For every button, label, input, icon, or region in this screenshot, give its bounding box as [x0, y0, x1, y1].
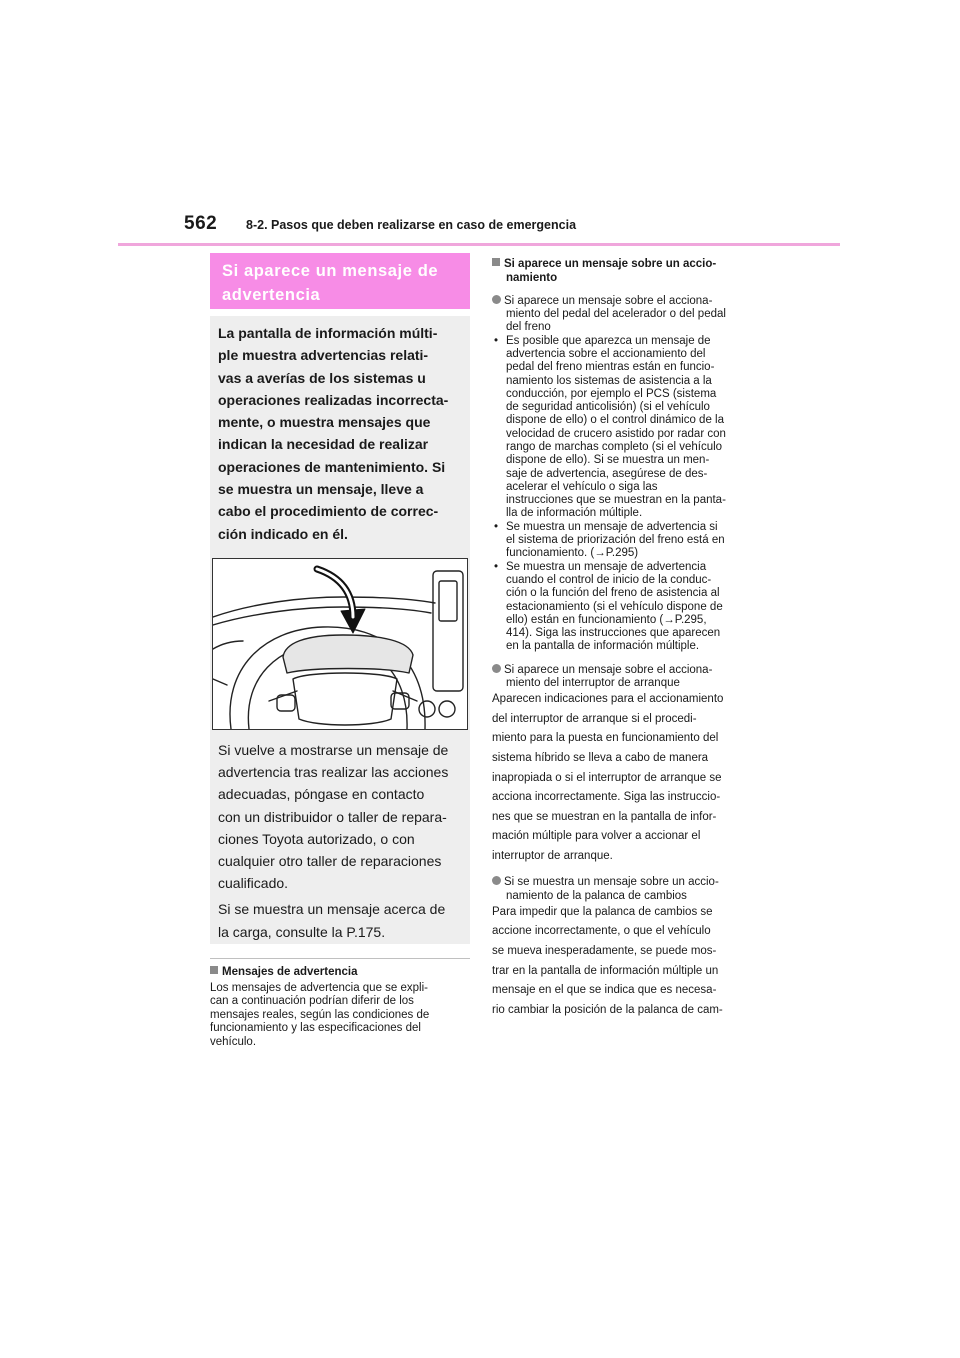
heading-text: miento del pedal del acelerador o del pedal [506, 308, 726, 321]
text-line: rango de marchas completo (si el vehículo [506, 440, 723, 453]
multi-information-display [283, 635, 413, 673]
text-line: Aparecen indicaciones para el accionamiento [492, 693, 724, 706]
circle-bullet-icon [492, 664, 501, 673]
warning-messages-text [210, 982, 470, 1049]
text-line: Se muestra un mensaje de advertencia [506, 560, 707, 573]
intro-text [218, 322, 464, 545]
heading-text: Si aparece un mensaje sobre el acciona- [504, 295, 713, 307]
text-line: acciona incorrectamente. Siga las instruccio- [492, 791, 721, 804]
intro-line: vas a averías de los sistemas u [218, 369, 426, 386]
text-line: cuando el control de inicio de la conduc- [506, 573, 712, 586]
text-line: instrucciones que se muestran en la panta- [506, 494, 726, 507]
dashboard-illustration [212, 558, 468, 730]
text-line: se mueva inesperadamente, se puede mos- [492, 945, 717, 958]
page-number: 562 [184, 213, 218, 234]
text-line: mensaje en el que se indica que es necesa- [492, 984, 717, 997]
text-line: 414). Siga las instrucciones que aparecen [506, 627, 721, 640]
section-heading [210, 253, 470, 309]
sub1-heading [492, 295, 754, 335]
intro-line: indican la necesidad de realizar [218, 436, 429, 453]
text-line: nes que se muestran en la pantalla de infor- [492, 810, 717, 823]
text-line: accione incorrectamente, o que el vehículo [492, 925, 711, 938]
load-line: la carga, consulte la P.175. [218, 923, 386, 940]
text-line: pedal del freno mientras están en funcio- [506, 361, 715, 374]
text-line: el sistema de priorización del freno está en [506, 534, 725, 547]
heading-text: Si aparece un mensaje sobre un accio- [504, 258, 717, 270]
box-note [218, 739, 466, 947]
text-line: estacionamiento (si el vehículo dispone de [506, 600, 723, 613]
text-line: del interruptor de arranque si el procedi- [492, 712, 697, 725]
note-line: adecuadas, póngase en contacto [218, 786, 425, 803]
text-line: inapropiada o si el interruptor de arranque se [492, 771, 722, 784]
text-line: Es posible que aparezca un mensaje de [506, 334, 711, 347]
intro-line: operaciones de mantenimiento. Si [218, 458, 446, 475]
intro-line: ple muestra advertencias relati- [218, 347, 429, 364]
text-line: can a continuación podrían diferir de los [210, 995, 414, 1008]
sub2-text [492, 690, 754, 866]
text-line: mensajes reales, según las condiciones de [210, 1008, 430, 1021]
sub3-text [492, 903, 754, 1021]
note-line: advertencia tras realizar las acciones [218, 764, 449, 781]
bullet-item: • Se muestra un mensaje de advertencia cuando el control de inicio de la conduc- ción o la función del freno de asistencia al estacionamiento (si el vehículo dispone de ello) están en funcionamiento (→P.295, 414). Siga las instrucciones que aparecen en la pantalla de información múltiple. [492, 561, 754, 654]
text-line: vehículo. [210, 1035, 257, 1048]
text-line: advertencia sobre el accionamiento del [506, 347, 706, 360]
text-line: miento para la puesta en funcionamiento del [492, 732, 719, 745]
square-bullet-icon [492, 258, 500, 266]
heading-text: namiento de la palanca de cambios [506, 889, 687, 902]
text-line: velocidad de crucero asistido por radar con [506, 427, 726, 440]
square-bullet-icon [210, 966, 218, 974]
text-line: ción o la función del freno de asistencia al [506, 587, 720, 600]
load-paragraph [218, 898, 466, 942]
text-line: saje de advertencia, asegúrese de des- [506, 467, 708, 480]
note-line: ciones Toyota autorizado, o con [218, 830, 415, 847]
text-line: interruptor de arranque. [492, 849, 613, 862]
intro-line: operaciones realizadas incorrecta- [218, 391, 449, 408]
heading-text: Mensajes de advertencia [222, 966, 358, 978]
note-line: con un distribuidor o taller de repara- [218, 808, 447, 825]
text-line: Para impedir que la palanca de cambios se [492, 905, 713, 918]
text-line: lla de información múltiple. [506, 507, 643, 520]
section-heading-line: advertencia [222, 286, 321, 304]
intro-line: La pantalla de información múlti- [218, 325, 438, 341]
text-line: funcionamiento y las especificaciones del [210, 1022, 421, 1035]
note-line: cualquier otro taller de reparaciones [218, 853, 442, 870]
bullet-item: • Se muestra un mensaje de advertencia si el sistema de priorización del freno está en funcionamiento. (→P.295) [492, 521, 754, 561]
text-line: Los mensajes de advertencia que se expli- [210, 982, 428, 994]
sub3-heading [492, 876, 754, 902]
text-line: mación múltiple para volver a accionar el [492, 830, 701, 843]
warning-messages-heading [210, 965, 470, 979]
text-line: Se muestra un mensaje de advertencia si [506, 520, 718, 533]
note-paragraph [218, 739, 466, 894]
text-line: de seguridad anticolisión) (si el vehículo [506, 401, 710, 414]
heading-text: del freno [506, 321, 551, 334]
heading-text: Si aparece un mensaje sobre el acciona- [504, 663, 713, 676]
sub2-heading [492, 664, 754, 690]
load-line: Si se muestra un mensaje acerca de [218, 901, 446, 918]
circle-bullet-icon [492, 876, 501, 885]
text-line: acelerar el vehículo o siga las [506, 480, 658, 493]
text-line: conducción, por ejemplo el PCS (sistema [506, 387, 717, 400]
text-line: dispone de ello) o el control dinámico de la [506, 414, 724, 427]
note-line: cualificado. [218, 875, 289, 892]
text-line: rio cambiar la posición de la palanca de cam- [492, 1003, 723, 1016]
text-line: ello) están en funcionamiento (→P.295, [506, 613, 707, 626]
text-line: dispone de ello). Si se muestra un men- [506, 454, 710, 467]
text-line: en la pantalla de información múltiple. [506, 640, 700, 653]
heading-text: Si se muestra un mensaje sobre un accio- [504, 876, 719, 889]
header-rule [118, 243, 840, 246]
circle-bullet-icon [492, 295, 501, 304]
intro-line: cabo el procedimiento de correc- [218, 503, 439, 520]
warning-messages-section [210, 965, 470, 1049]
text-line: funcionamiento. (→P.295) [506, 547, 639, 560]
intro-line: se muestra un mensaje, lleve a [218, 481, 424, 498]
heading-text: miento del interruptor de arranque [506, 676, 680, 689]
text-line: namiento los sistemas de asistencia a la [506, 374, 712, 387]
center-console [433, 571, 463, 691]
intro-line: ción indicado en él. [218, 525, 348, 542]
bullet-item: • Es posible que aparezca un mensaje de advertencia sobre el accionamiento del pedal del freno mientras están en funcio- namiento los sistemas de asistencia a la conducción, por ejemplo el PCS (sistema de seguridad anticolisión) (si el vehículo dispone de ello) o el control dinámico de la velocidad de crucero asistido por radar con rango de marchas completo (si el vehículo dispone de ello). Si se muestra un men- saje de advertencia, asegúrese de des- acelerar el vehículo o siga las instrucciones que se muestran en la panta- lla de información múltiple. [492, 335, 754, 521]
text-line: sistema híbrido se lleva a cabo de manera [492, 751, 709, 764]
heading-text: namiento [506, 272, 558, 284]
section1-heading [492, 257, 754, 285]
intro-line: mente, o muestra mensajes que [218, 414, 431, 431]
divider [210, 958, 470, 959]
note-line: Si vuelve a mostrarse un mensaje de [218, 742, 449, 758]
chapter-title: 8-2. Pasos que deben realizarse en caso de emergencia [246, 218, 577, 232]
text-line: trar en la pantalla de información múltiple un [492, 964, 719, 977]
right-column [492, 257, 754, 1020]
section-heading-line: Si aparece un mensaje de [222, 262, 439, 280]
